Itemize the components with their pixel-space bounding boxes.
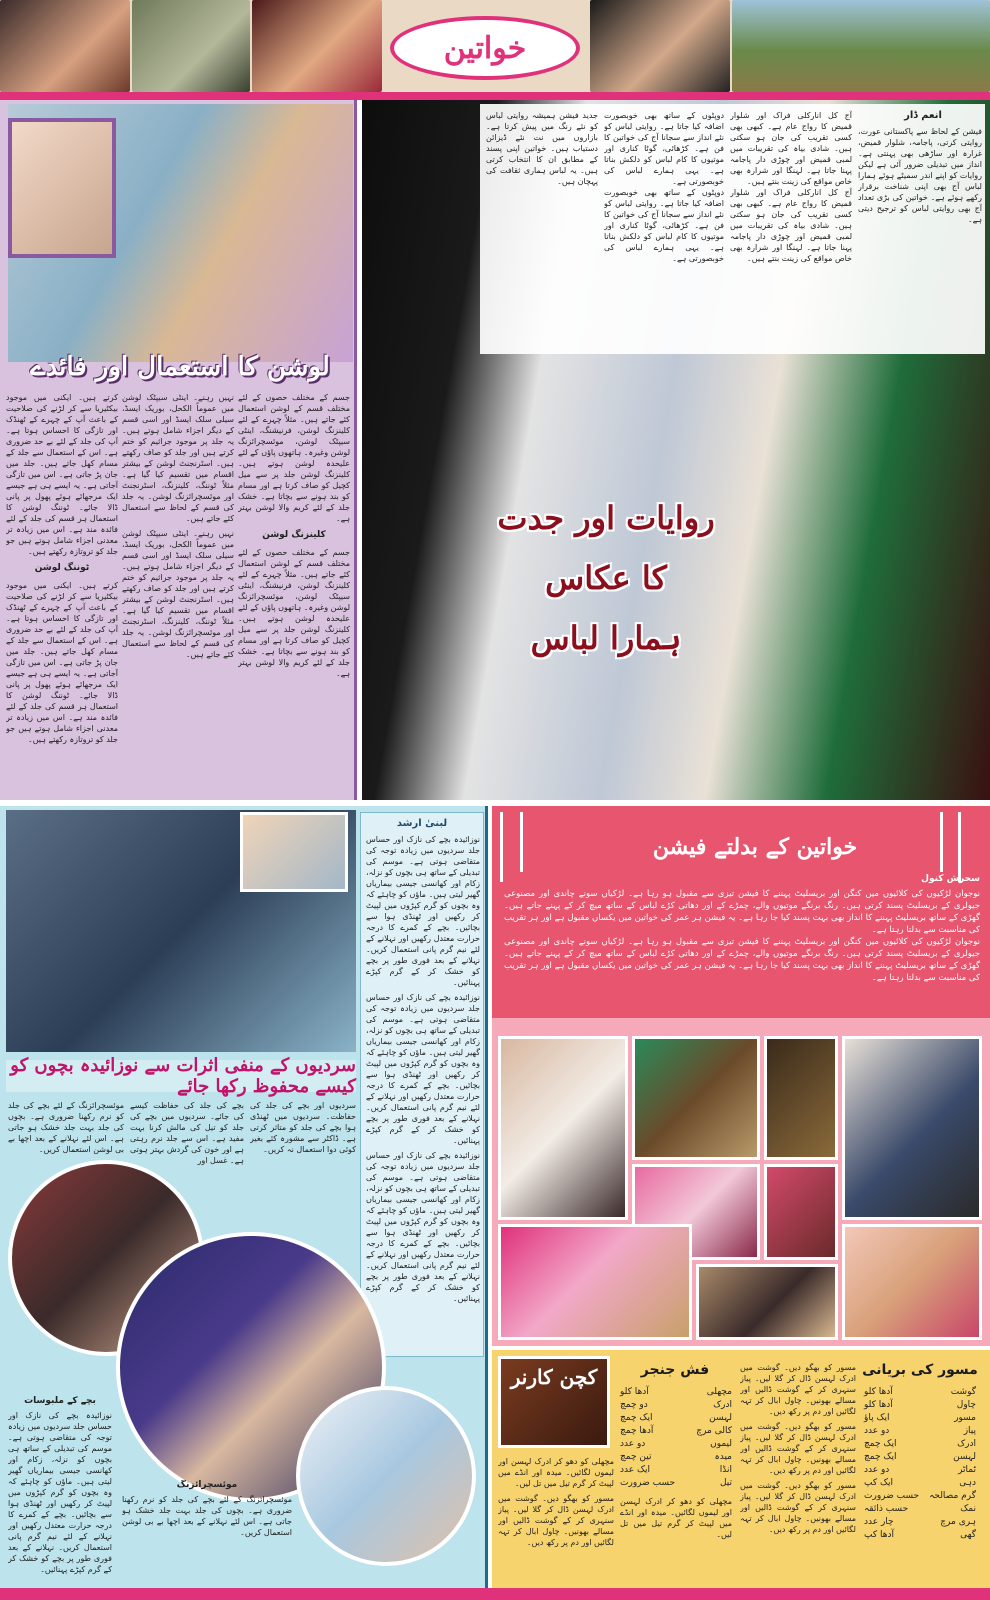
ingredient-name: ادرک [957,1439,976,1449]
ingredient-name: ادرک [713,1400,732,1410]
clutch-bracelet-photo [764,1164,838,1260]
babies-column-text: موئسچرائزنگ کے لئے بچے کی جلد کو نرم رکھنا ضروری ہے۔ بچوں کی جلد بہت جلد خشک ہو جاتی ہے۔ اس لئے نہلانے کے بعد اچھا بے بی لوشن استعمال کریں۔ [122,1495,292,1537]
fashion-column-text: فیشن کے لحاظ سے پاکستانی عورت، روایتی کرتی، پاجامہ، شلوار قمیض، غرارہ اور ساڑھی بھی پہنتی ہے۔ انداز میں تبدیلی ضرور آئی ہے لیکن روایات کو اپنے اندر سمیٹے ہوئے ہمارا لباس آج بھی اپنی شناخت برقرار رکھے ہوئے ہے۔ خواتین کی بڑی تعداد آج بھی روایتی لباس کو ترجیح دیتی ہے۔ [858,127,982,224]
changing-fashion-paragraph: نوجوان لڑکیوں کی کلائیوں میں کنگن اور بریسلیٹ پہننے کا فیشن تیزی سے مقبول ہو رہا ہے۔ لڑکیاں سونے چاندی اور مصنوعی جیولری کے بریسلیٹ پسند کرتی ہیں۔ رنگ برنگے موتیوں والے، چمڑے کے اور دھاتی کڑے لباس کے ساتھ میچ کر کے پہنے جاتے ہیں۔ گھڑی کے ساتھ بریسلیٹ پہننے کا انداز بھی بہت پسند کیا جا رہا ہے۔ یہ فیشن ہر عمر کی خواتین میں یکساں مقبول ہے اور ہر تقریب کی مناسبت سے بدلتا رہتا ہے۔ [504,937,980,983]
ingredient-row [864,1399,976,1412]
masthead-photo-bride [252,0,382,92]
lotion-column-text: جسم کے مختلف حصوں کے لئے مختلف قسم کے لوشن استعمال کئے جاتے ہیں۔ مثلاً چہرے کے لئے کلینزنگ لوشن، فرنیشنگ، اینٹی سیپٹک لوشن، موئسچرائزنگ لوشن وغیرہ۔ ہاتھوں پاؤں کے لئے علیحدہ لوشن ہوتے ہیں۔ کلینزنگ لوشن جلد پر سے میل کچیل کو صاف کرتا ہے اور مسام کو بند ہونے سے بچاتا ہے۔ خشک جلد کے لئے کریم والا لوشن بہتر ہے۔ [238,393,350,523]
charm-bracelet-photo [696,1264,838,1340]
fish-method [620,1496,732,1584]
ingredient-qty: دو عدد [864,1426,890,1436]
ingredient-qty: آدھا چمچ [620,1426,654,1436]
decorative-line [958,812,961,882]
babies-side-text [366,834,480,1352]
model-bracelets-photo [498,1036,628,1220]
ingredient-qty: تین چمچ [620,1452,652,1462]
changing-fashion-headline: خواتین کے بدلتے فیشن [652,834,858,860]
babies-side-paragraph: نوزائیدہ بچے کی نازک اور حساس جلد سردیوں میں زیادہ توجہ کی متقاضی ہوتی ہے۔ موسم کی تبدیلی کے ساتھ ہی بچوں کو نزلہ، زکام اور کھانسی جیسی بیماریاں گھیر لیتی ہیں۔ ماؤں کو چاہئے کہ وہ بچوں کو گرم کپڑوں میں لپیٹ کر رکھیں اور ٹھنڈی ہوا سے بچائیں۔ بچے کے کمرے کا درجہ حرارت معتدل رکھیں اور نہلانے کے لئے نیم گرم پانی استعمال کریں۔ نہلانے کے بعد فوری طور پر بچے کو خشک کر کے گرم کپڑے پہنائیں۔ [366,993,480,1145]
baby-bath-inset-photo [240,812,348,892]
babies-author: لبنیٰ ارشد [396,818,448,829]
babies-column-text: نوزائیدہ بچے کی نازک اور حساس جلد سردیوں میں زیادہ توجہ کی متقاضی ہوتی ہے۔ موسم کی تبدیلی کے ساتھ ہی بچوں کو نزلہ، زکام اور کھانسی جیسی بیماریاں گھیر لیتی ہیں۔ ماؤں کو چاہئے کہ وہ بچوں کو گرم کپڑوں میں لپیٹ کر رکھیں اور ٹھنڈی ہوا سے بچائیں۔ بچے کے کمرے کا درجہ حرارت معتدل رکھیں اور نہلانے کے لئے نیم گرم پانی استعمال کریں۔ نہلانے کے بعد فوری طور پر بچے کو خشک کر کے گرم کپڑے پہنائیں۔ [8,1411,112,1574]
ingredient-qty: ایک چمچ [620,1413,653,1423]
babies-column-text: سردیوں اور بچے کی جلد کی حفاظت۔ سردیوں میں ٹھنڈی ہوا بچے کی جلد کو متاثر کرتی ہے۔ ڈاکٹر سے مشورہ کئے بغیر کوئی دوا استعمال نہ کریں۔ [250,1101,356,1154]
ingredient-row [864,1490,976,1503]
ingredient-qty: ایک چمچ [864,1452,897,1462]
model-sunglasses-photo [842,1036,982,1220]
babies-side-paragraph: نوزائیدہ بچے کی نازک اور حساس جلد سردیوں میں زیادہ توجہ کی متقاضی ہوتی ہے۔ موسم کی تبدیلی کے ساتھ ہی بچوں کو نزلہ، زکام اور کھانسی جیسی بیماریاں گھیر لیتی ہیں۔ ماؤں کو چاہئے کہ وہ بچوں کو گرم کپڑوں میں لپیٹ کر رکھیں اور ٹھنڈی ہوا سے بچائیں۔ بچے کے کمرے کا درجہ حرارت معتدل رکھیں اور نہلانے کے لئے نیم گرم پانی استعمال کریں۔ نہلانے کے بعد فوری طور پر بچے کو خشک کر کے گرم کپڑے پہنائیں۔ [366,835,480,987]
fish-recipe-title: فش جنجر [640,1362,710,1378]
ingredient-qty: آدھا کپ [864,1530,894,1540]
ingredient-row [864,1464,976,1477]
ingredient-row [620,1412,732,1425]
ingredient-row [620,1425,732,1438]
kitchen-corner-badge: کچن کارنر [498,1356,610,1448]
leather-bracelets-photo [632,1036,760,1160]
fashion-column-2 [730,110,852,346]
wrist-cuff-photo [764,1036,838,1160]
recipe-method-text: مسور کو بھگو دیں۔ گوشت میں ادرک لہسن ڈال کر گلا لیں۔ پیاز سنہری کر کے گوشت ڈالیں اور مسالے بھونیں۔ چاول ابال کر تہہ لگائیں اور دم پر رکھ دیں۔ [740,1422,856,1475]
ingredient-qty: دو عدد [620,1439,646,1449]
ingredient-row [864,1516,976,1529]
changing-fashion-text [504,888,980,1012]
ingredient-row [620,1386,732,1399]
ingredient-qty: آدھا کلو [620,1387,649,1397]
lotion-subhead-cleansing: کلینزنگ لوشن [262,530,326,540]
fashion-headline-line: روایات اور جدت [497,499,715,537]
baby-in-hat-photo [296,1386,476,1566]
ingredient-name: مسور [954,1413,976,1423]
section-title: خواتین [390,16,580,80]
ingredient-name: مچھلی [706,1387,732,1397]
babies-column-text: بچے کی جلد کی حفاظت کیسے کی جائے۔ سردیوں میں بچے کی جلد کو تیل کی مالش کرنا بہت مفید ہے۔ اس سے جلد نرم رہتی ہے اور خون کی گردش بہتر ہوتی ہے۔ غسل اور [130,1101,244,1165]
fashion-headline-line: ہمارا لباس [530,619,682,657]
fashion-headline [496,488,716,678]
lotion-column-text: کرتے ہیں۔ ایکنی میں موجود بیکٹیریا سے کر لڑنے کی صلاحیت کے باعث آپ کے چہرے کے ٹھنڈک اور تازگی کا احساس ہوتا ہے۔ آپ کی جلد کے لئے بے حد ضروری ہے۔ اس کے استعمال سے جلد کے مسام کھل جاتے ہیں۔ جلد میں جان پڑ جاتی ہے۔ اس میں تازگی آجاتی ہے۔ یہ ایسے ہی ہے جیسے ایک مرجھائے ہوئے پھول پر پانی ڈالا جائے۔ ٹوننگ لوشن کا استعمال ہر قسم کی جلد کے لئے فائدہ مند ہے۔ اس میں زیادہ تر معدنی اجزاء شامل ہوتے ہیں جو جلد کو تروتازہ رکھتے ہیں۔ [6,581,118,744]
ingredient-name: ٹماٹر [958,1465,976,1475]
ingredient-qty: ایک پاؤ [864,1413,890,1423]
ingredient-row [620,1451,732,1464]
lotion-column-text: نہیں رہنے۔ اینٹی سیپٹک لوشن میں عموماً الکحل، بوریک ایسڈ، سیلی سلک ایسڈ اور اسی قسم کے دیگر اجزاء شامل ہوتے ہیں۔ یہ جلد پر موجود جراثیم کو ختم کرتے ہیں اور جلد کو صاف رکھتے ہیں۔ اسٹرنجنٹ لوشن کے بیشتر اقسام میں تقسیم کیا گیا ہے۔ مثلاً ٹوننگ، کلینزنگ، اسٹرنجنٹ اور موئسچرائزنگ لوشن۔ یہ جلد کی قسم کے لحاظ سے استعمال کئے جاتے ہیں۔ [122,529,234,659]
footer-bar [0,1588,990,1600]
ingredient-row [864,1503,976,1516]
biryani-method [740,1362,856,1584]
recipe-method-text: مسور کو بھگو دیں۔ گوشت میں ادرک لہسن ڈال کر گلا لیں۔ پیاز سنہری کر کے گوشت ڈالیں اور مسالے بھونیں۔ چاول ابال کر تہہ لگائیں اور دم پر رکھ دیں۔ [740,1481,856,1534]
lotion-column-3 [6,392,118,790]
fashion-headline-line: کا عکاس [545,559,667,597]
rose-gold-watch-photo [842,1224,982,1340]
ingredient-qty: دو چمچ [620,1400,648,1410]
lotion-inset-photo [8,118,116,258]
ingredient-qty: آدھا کلو [864,1400,893,1410]
masthead-photo-police [590,0,730,92]
ingredient-row [620,1399,732,1412]
ingredient-name: کالی مرچ [696,1426,732,1436]
ingredient-qty: حسب ضرورت [620,1478,676,1488]
ingredient-qty: چار عدد [864,1517,894,1527]
babies-clothing-column [8,1396,112,1584]
ingredient-row [620,1464,732,1477]
ingredient-name: نمک [960,1504,976,1514]
ingredient-qty: دو عدد [864,1465,890,1475]
fashion-column-text: دوپٹوں کے ساتھ بھی خوبصورت اضافہ کیا جاتا ہے۔ روایتی لباس کو نئے انداز سے سجانا آج کی خواتین کا فن ہے۔ کڑھائی، گوٹا کناری اور موتیوں کا کام لباس کو دلکش بناتا ہے۔ یہی ہمارے لباس کی خوبصورتی ہے۔ [604,111,724,186]
recipe-method-text: مچھلی کو دھو کر ادرک لہسن اور لیموں لگائیں۔ میدہ اور انڈے میں لپیٹ کر گرم تیل میں تل لیں۔ [498,1457,614,1488]
lotion-column-2 [122,392,234,790]
fashion-column-3 [604,110,724,346]
ingredient-name: لیموں [710,1439,732,1449]
ingredient-row [864,1529,976,1542]
recipes-extra-column [498,1456,614,1584]
ingredient-name: تیل [719,1478,732,1488]
ingredient-row [864,1477,976,1490]
masthead-photo-makeup [0,0,130,92]
babies-moisturizing-column [122,1480,292,1584]
fashion-author: انعم ڈار [904,110,942,121]
fashion-column-text: دوپٹوں کے ساتھ بھی خوبصورت اضافہ کیا جاتا ہے۔ روایتی لباس کو نئے انداز سے سجانا آج کی خواتین کا فن ہے۔ کڑھائی، گوٹا کناری اور موتیوں کا کام لباس کو دلکش بناتا ہے۔ یہی ہمارے لباس کی خوبصورتی ہے۔ [604,188,724,263]
lotion-column-text: کرتے ہیں۔ ایکنی میں موجود بیکٹیریا سے کر لڑنے کی صلاحیت کے باعث آپ کے چہرے کے ٹھنڈک اور تازگی کا احساس ہوتا ہے۔ آپ کی جلد کے لئے بے حد ضروری ہے۔ اس کے استعمال سے جلد کے مسام کھل جاتے ہیں۔ جلد میں جان پڑ جاتی ہے۔ اس میں تازگی آجاتی ہے۔ یہ ایسے ہی ہے جیسے ایک مرجھائے ہوئے پھول پر پانی ڈالا جائے۔ ٹوننگ لوشن کا استعمال ہر قسم کی جلد کے لئے فائدہ مند ہے۔ اس میں زیادہ تر معدنی اجزاء شامل ہوتے ہیں جو جلد کو تروتازہ رکھتے ہیں۔ [6,393,118,556]
ingredient-name: لہسن [953,1452,976,1462]
decorative-line [500,812,503,882]
babies-headline: سردیوں کے منفی اثرات سے نوزائیدہ بچوں کو کیسے محفوظ رکھا جائے [6,1060,356,1092]
lotion-column-text: نہیں رہنے۔ اینٹی سیپٹک لوشن میں عموماً الکحل، بوریک ایسڈ، سیلی سلک ایسڈ اور اسی قسم کے دیگر اجزاء شامل ہوتے ہیں۔ یہ جلد پر موجود جراثیم کو ختم کرتے ہیں اور جلد کو صاف رکھتے ہیں۔ اسٹرنجنٹ لوشن کے بیشتر اقسام میں تقسیم کیا گیا ہے۔ مثلاً ٹوننگ، کلینزنگ، اسٹرنجنٹ اور موئسچرائزنگ لوشن۔ یہ جلد کی قسم کے لحاظ سے استعمال کئے جاتے ہیں۔ [122,393,234,523]
fashion-column-text: جدید فیشن ہمیشہ روایتی لباس کو نئے رنگ میں پیش کرتا ہے۔ بازاروں میں نت نئے ڈیزائن دستیاب ہیں۔ خواتین اپنی پسند کے مطابق ان کا انتخاب کرتی ہیں۔ یہ لباس ہماری ثقافت کی پہچان ہیں۔ [486,111,598,186]
lotion-column-1 [238,392,350,790]
masthead-photo-soldiers [732,0,990,92]
fashion-column-1 [858,126,982,348]
masthead-divider [0,92,990,100]
ingredient-name: انڈا [719,1465,732,1475]
decorative-line [940,812,943,872]
ingredient-name: چاول [956,1400,976,1410]
fish-ingredients [620,1386,732,1490]
ingredient-row [620,1438,732,1451]
ingredient-qty: حسب ذائقہ [864,1504,909,1514]
ingredient-row [864,1438,976,1451]
decorative-line [520,812,523,872]
babies-subhead-moisturizing: موئسچرائزنگ [176,1480,238,1490]
ingredient-qty: حسب ضرورت [864,1491,920,1501]
ingredient-row [864,1425,976,1438]
ingredient-row [864,1386,976,1399]
ingredient-qty: ایک کپ [864,1478,894,1488]
fashion-column-text: آج کل انارکلی فراک اور شلوار قمیض کا رواج عام ہے۔ کبھی بھی کسی تقریب کی جان ہو سکتی ہیں۔ شادی بیاہ کی تقریبات میں لمبی قمیض اور چوڑی دار پاجامہ پہنا جاتا ہے۔ لہنگا اور شرارہ بھی خاص مواقع کی زینت بنتے ہیں۔ [730,111,852,186]
babies-subhead-clothing: بچے کے ملبوسات [24,1396,96,1406]
biryani-recipe-title: مسور کی بریانی [862,1362,978,1378]
gold-bangles-photo [498,1224,692,1340]
ingredient-name: دہی [959,1478,976,1488]
fashion-column-4 [486,110,598,280]
changing-fashion-paragraph: نوجوان لڑکیوں کی کلائیوں میں کنگن اور بریسلیٹ پہننے کا فیشن تیزی سے مقبول ہو رہا ہے۔ لڑکیاں سونے چاندی اور مصنوعی جیولری کے بریسلیٹ پسند کرتی ہیں۔ رنگ برنگے موتیوں والے، چمڑے کے اور دھاتی کڑے لباس کے ساتھ میچ کر کے پہنے جاتے ہیں۔ گھڑی کے ساتھ بریسلیٹ پہننے کا انداز بھی بہت پسند کیا جا رہا ہے۔ یہ فیشن ہر عمر کی خواتین میں یکساں مقبول ہے اور ہر تقریب کی مناسبت سے بدلتا رہتا ہے۔ [504,889,980,935]
ingredient-name: گھی [960,1530,976,1540]
recipe-method-text: مسور کو بھگو دیں۔ گوشت میں ادرک لہسن ڈال کر گلا لیں۔ پیاز سنہری کر کے گوشت ڈالیں اور مسالے بھونیں۔ چاول ابال کر تہہ لگائیں اور دم پر رکھ دیں۔ [498,1494,614,1547]
fashion-column-text: آج کل انارکلی فراک اور شلوار قمیض کا رواج عام ہے۔ کبھی بھی کسی تقریب کی جان ہو سکتی ہیں۔ شادی بیاہ کی تقریبات میں لمبی قمیض اور چوڑی دار پاجامہ پہنا جاتا ہے۔ لہنگا اور شرارہ بھی خاص مواقع کی زینت بنتے ہیں۔ [730,188,852,263]
lotion-headline: لوشن کا استعمال اور فائدے [30,352,330,382]
ingredient-name: گرم مصالحہ [929,1491,976,1501]
ingredient-qty: آدھا کلو [864,1387,893,1397]
ingredient-name: گوشت [950,1387,976,1397]
lotion-subhead-toning: ٹوننگ لوشن [34,563,90,573]
babies-column-1 [250,1100,356,1180]
babies-side-paragraph: نوزائیدہ بچے کی نازک اور حساس جلد سردیوں میں زیادہ توجہ کی متقاضی ہوتی ہے۔ موسم کی تبدیلی کے ساتھ ہی بچوں کو نزلہ، زکام اور کھانسی جیسی بیماریاں گھیر لیتی ہیں۔ ماؤں کو چاہئے کہ وہ بچوں کو گرم کپڑوں میں لپیٹ کر رکھیں اور ٹھنڈی ہوا سے بچائیں۔ بچے کے کمرے کا درجہ حرارت معتدل رکھیں اور نہلانے کے لئے نیم گرم پانی استعمال کریں۔ نہلانے کے بعد فوری طور پر بچے کو خشک کر کے گرم کپڑے پہنائیں۔ [366,1151,480,1303]
ingredient-name: میدہ [714,1452,732,1462]
ingredient-row [620,1477,732,1490]
ingredient-qty: ایک چمچ [864,1439,897,1449]
ingredient-row [864,1412,976,1425]
ingredient-name: پیاز [963,1426,976,1436]
changing-fashion-author: سحرش کنول [921,874,980,884]
ingredient-qty: ایک عدد [620,1465,651,1475]
babies-column-text: موئسچرائزنگ کے لئے بچے کی جلد کو نرم رکھنا ضروری ہے۔ بچوں کی جلد بہت جلد خشک ہو جاتی ہے۔ اس لئے نہلانے کے بعد اچھا بے بی لوشن استعمال کریں۔ [8,1101,124,1154]
ingredient-name: ہری مرچ [940,1517,976,1527]
biryani-ingredients [864,1386,976,1542]
recipe-method-text: مچھلی کو دھو کر ادرک لہسن اور لیموں لگائیں۔ میدہ اور انڈے میں لپیٹ کر گرم تیل میں تل لیں۔ [620,1497,732,1539]
ingredient-row [864,1451,976,1464]
lotion-column-text: جسم کے مختلف حصوں کے لئے مختلف قسم کے لوشن استعمال کئے جاتے ہیں۔ مثلاً چہرے کے لئے کلینزنگ لوشن، فرنیشنگ، اینٹی سیپٹک لوشن، موئسچرائزنگ لوشن وغیرہ۔ ہاتھوں پاؤں کے لئے علیحدہ لوشن ہوتے ہیں۔ کلینزنگ لوشن جلد پر سے میل کچیل کو صاف کرتا ہے اور مسام کو بند ہونے سے بچاتا ہے۔ خشک جلد کے لئے کریم والا لوشن بہتر ہے۔ [238,548,350,678]
masthead-photo-pilots [132,0,250,92]
ingredient-name: لہسن [709,1413,732,1423]
recipe-method-text: مسور کو بھگو دیں۔ گوشت میں ادرک لہسن ڈال کر گلا لیں۔ پیاز سنہری کر کے گوشت ڈالیں اور مسالے بھونیں۔ چاول ابال کر تہہ لگائیں اور دم پر رکھ دیں۔ [740,1363,856,1416]
